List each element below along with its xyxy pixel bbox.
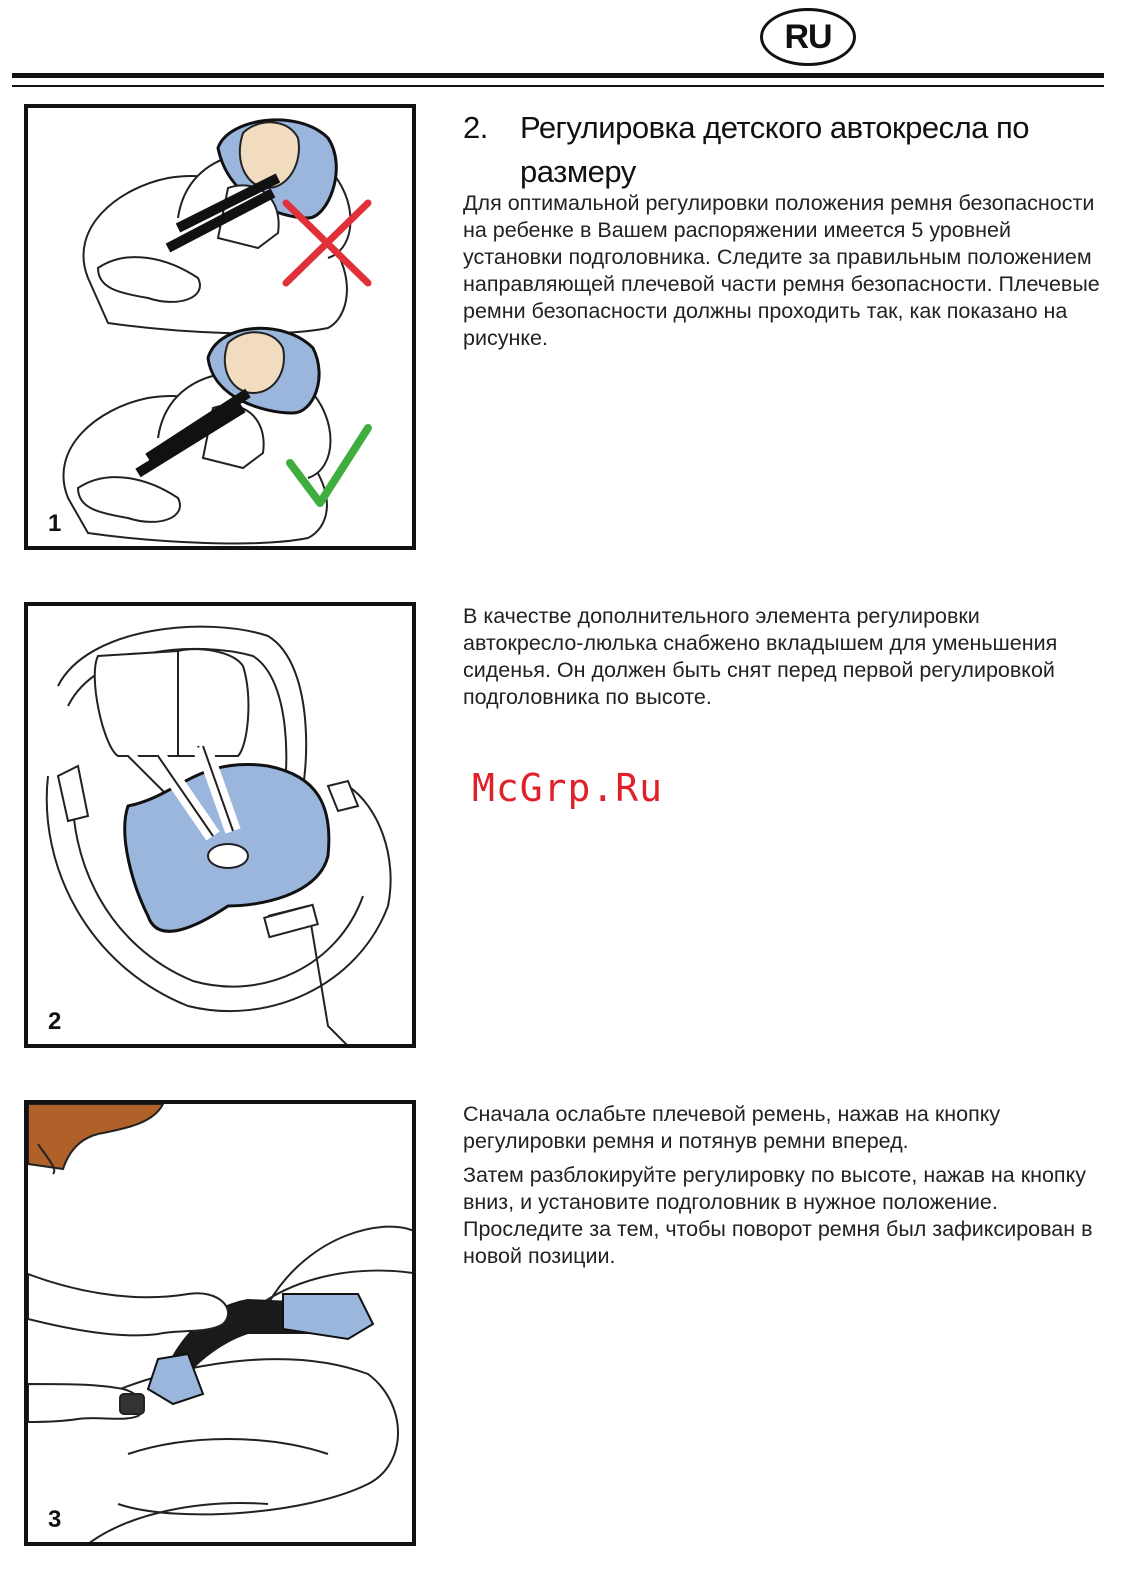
figure-2-illustration [28, 606, 416, 1048]
header-rule-thick [12, 73, 1104, 78]
figure-2 [24, 602, 416, 1048]
paragraph-loosen-strap: Сначала ослабьте плечевой ремень, нажав на кнопку регулировки ремня и потянув ремни вперед. [463, 1102, 1001, 1153]
figure-1-illustration [28, 108, 416, 550]
figure-2-number: 2 [48, 1008, 62, 1035]
language-badge: RU [760, 8, 856, 66]
figure-1-number: 1 [48, 510, 62, 537]
paragraph-height-positions: Для оптимальной регулировки положения ремня безопасности на ребенке в Вашем распоряжении имеется 5 уровней установки подголовника. Следите за правильным положением направляющей плечевой части ремня безопасности. Плечевые ремни безопасности должны проходить так, как показано на рисунке. [463, 191, 1100, 350]
paragraph-unlock-height: Затем разблокируйте регулировку по высоте, нажав на кнопку вниз, и установите подголовник в нужное положение. Проследите за тем, чтобы поворот ремня был зафиксирован в новой позиции. [463, 1163, 1093, 1268]
watermark: McGrp.Ru [472, 766, 664, 810]
person-head [28, 1104, 163, 1174]
figure-3 [24, 1100, 416, 1546]
section-title: Регулировка детского автокресла по размеру [520, 110, 1030, 189]
header-rule-thin [12, 85, 1104, 87]
section-number: 2. [463, 110, 488, 145]
figure-1 [24, 104, 416, 550]
paragraph-seat-reducer: В качестве дополнительного элемента регулировки автокресло-люлька снабжено вкладышем для уменьшения сиденья. Он должен быть снят перед первой регулировкой подголовника по высоте. [463, 604, 1058, 709]
car-seat-correct [63, 328, 330, 543]
figure-3-number: 3 [48, 1506, 62, 1533]
seat-outline [88, 1227, 416, 1544]
figure-3-illustration [28, 1104, 416, 1546]
